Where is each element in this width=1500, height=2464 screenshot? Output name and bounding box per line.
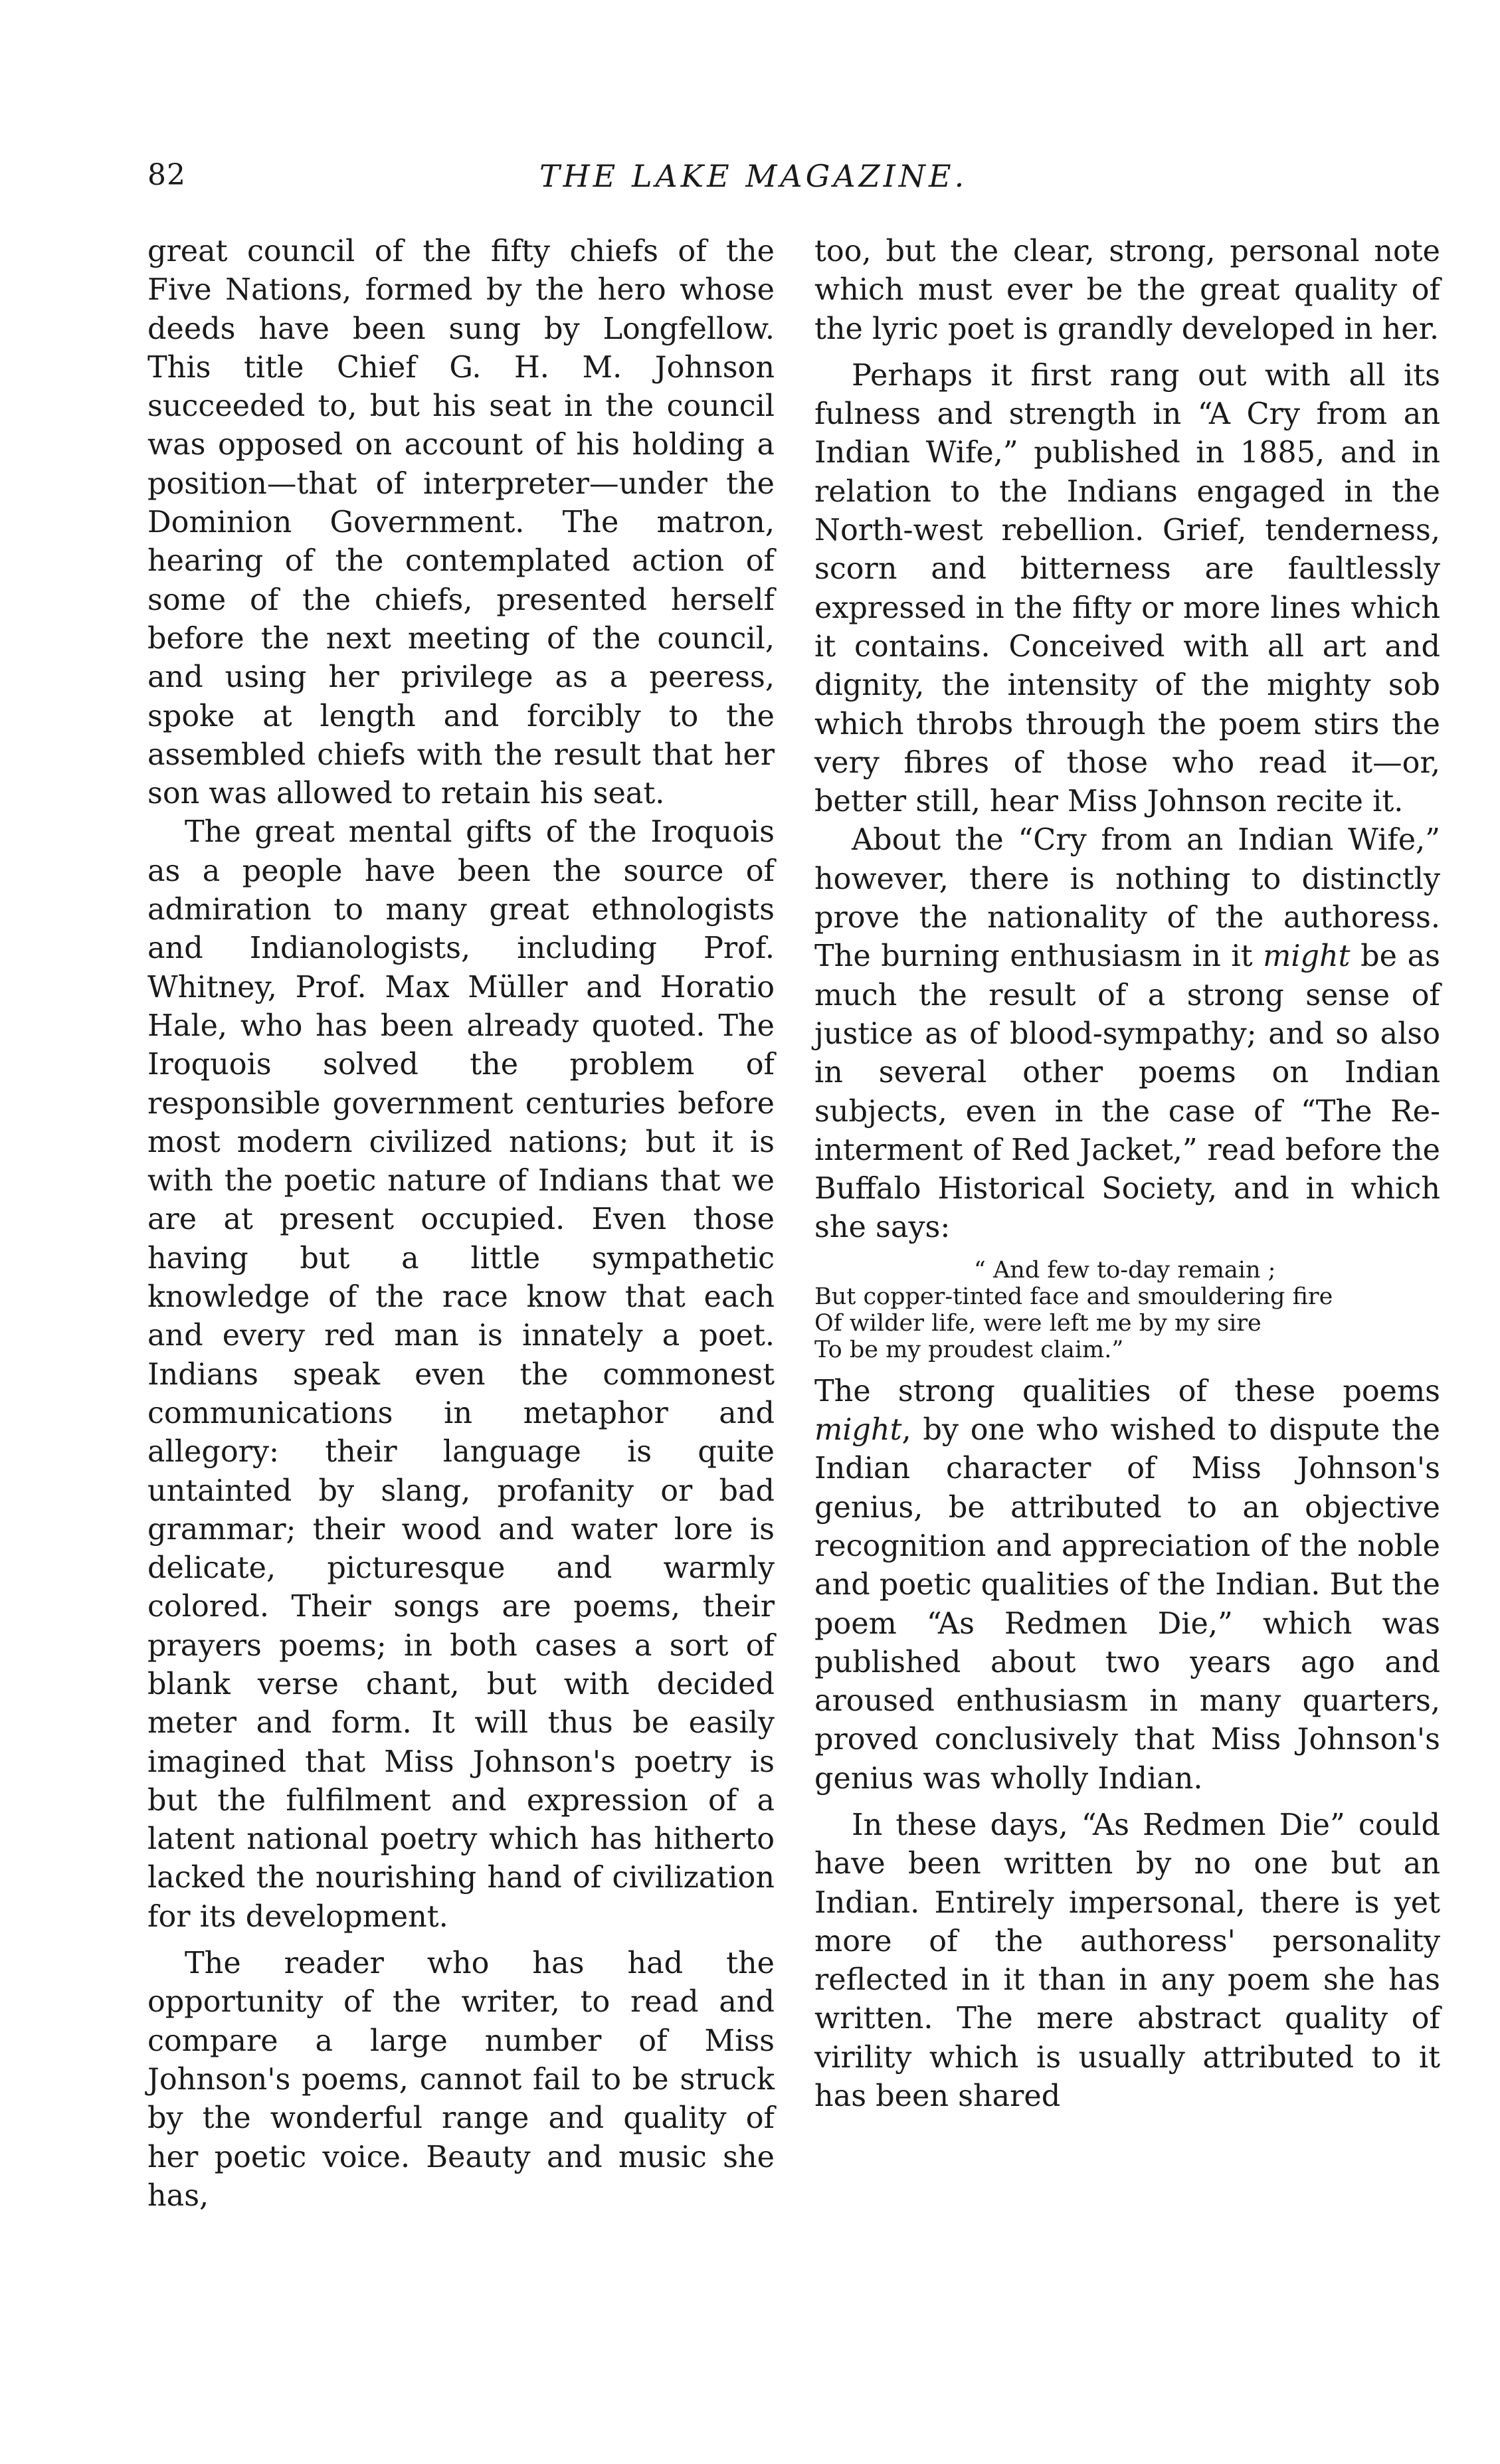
emphasis: might	[1263, 939, 1351, 974]
paragraph-text: , by one who wished to dispute the Indian character of Miss Johnson's genius, be attributed to an objective recognition and appreciation of the noble and poetic qualities of the Indian. But the poem “As Redmen Die,” which was published about two years ago and aroused enthusiasm in many quarters, proved conclusively that Miss Johnson's genius was wholly Indian.	[814, 1413, 1440, 1796]
paragraph-text: About the “Cry from an Indian Wife,” however, there is nothing to distinctly prove the nationality of the authoress. The burning enthusiasm in it	[814, 823, 1440, 974]
paragraph: too, but the clear, strong, personal note which must ever be the great quality of the lyric poet is grandly developed in her.	[814, 235, 1440, 346]
running-title: THE LAKE MAGAZINE.	[539, 158, 968, 194]
paragraph: Perhaps it first rang out with all its fulness and strength in “A Cry from an Indian Wife,” published in 1885, and in relation to the Indians engaged in the North-west rebellion. Grief, tenderness, scorn and bitterness are faultlessly expressed in the fifty or more lines which it contains. Conceived with all art and dignity, the intensity of the mighty sob which throbs through the poem stirs the very fibres of those who read it—or, better still, hear Miss Johnson recite it.	[814, 358, 1440, 819]
page-header	[147, 158, 1450, 205]
right-column	[814, 233, 1440, 2116]
poem-quote	[814, 1257, 1440, 1363]
paragraph-text: be as much the result of a strong sense of justice as of blood-sympathy; and so also in several other poems on Indian subjects, even in the case of “The Re-interment of Red Jacket,” read before the Buffalo Historical Society, and in which she says:	[814, 939, 1440, 1245]
quote-line: But copper-tinted face and smouldering fire	[814, 1283, 1333, 1310]
quote-line: “ And few to-day remain ;	[974, 1256, 1276, 1283]
paragraph: The reader who has had the opportunity of the writer, to read and compare a large number of Miss Johnson's poems, cannot fail to be struck by the wonderful range and quality of her poetic voice. Beauty and music she has,	[147, 1946, 775, 2213]
page-number: 82	[147, 158, 186, 192]
paragraph: great council of the fifty chiefs of the Five Nations, formed by the hero whose deeds have been sung by Longfellow. This title Chief G. H. M. Johnson succeeded to, but his seat in the council was opposed on account of his holding a position—that of interpreter—under the Dominion Government. The matron, hearing of the contemplated action of some of the chiefs, presented herself before the next meeting of the council, and using her privilege as a peeress, spoke at length and forcibly to the assembled chiefs with the result that her son was allowed to retain his seat.	[147, 235, 775, 811]
quote-line: Of wilder life, were left me by my sire	[814, 1309, 1262, 1337]
left-column	[147, 233, 775, 2216]
paragraph	[814, 821, 1440, 1247]
paragraph-text: The strong qualities of these poems	[814, 1374, 1440, 1408]
paragraph	[814, 1373, 1440, 1798]
quote-line: To be my proudest claim.”	[814, 1336, 1124, 1363]
paragraph: The great mental gifts of the Iroquois as a people have been the source of admiration to many great ethnologists and Indianologists, including Prof. Whitney, Prof. Max Müller and Horatio Hale, who has been already quoted. The Iroquois solved the problem of responsible government centuries before most modern civilized nations; but it is with the poetic nature of Indians that we are at present occupied. Even those having but a little sympathetic knowledge of the race know that each and every red man is innately a poet. Indians speak even the commonest communications in metaphor and allegory: their language is quite untainted by slang, profanity or bad grammar; their wood and water lore is delicate, picturesque and warmly colored. Their songs are poems, their prayers poems; in both cases a sort of blank verse chant, but with decided meter and form. It will thus be easily imagined that Miss Johnson's poetry is but the fulfilment and expression of a latent national poetry which has hitherto lacked the nourishing hand of civilization for its development.	[147, 815, 775, 1934]
emphasis: might	[814, 1413, 902, 1448]
paragraph: In these days, “As Redmen Die” could have been written by no one but an Indian. Entirely impersonal, there is yet more of the authoress' personality reflected in it than in any poem she has written. The mere abstract quality of virility which is usually attributed to it has been shared	[814, 1808, 1440, 2114]
